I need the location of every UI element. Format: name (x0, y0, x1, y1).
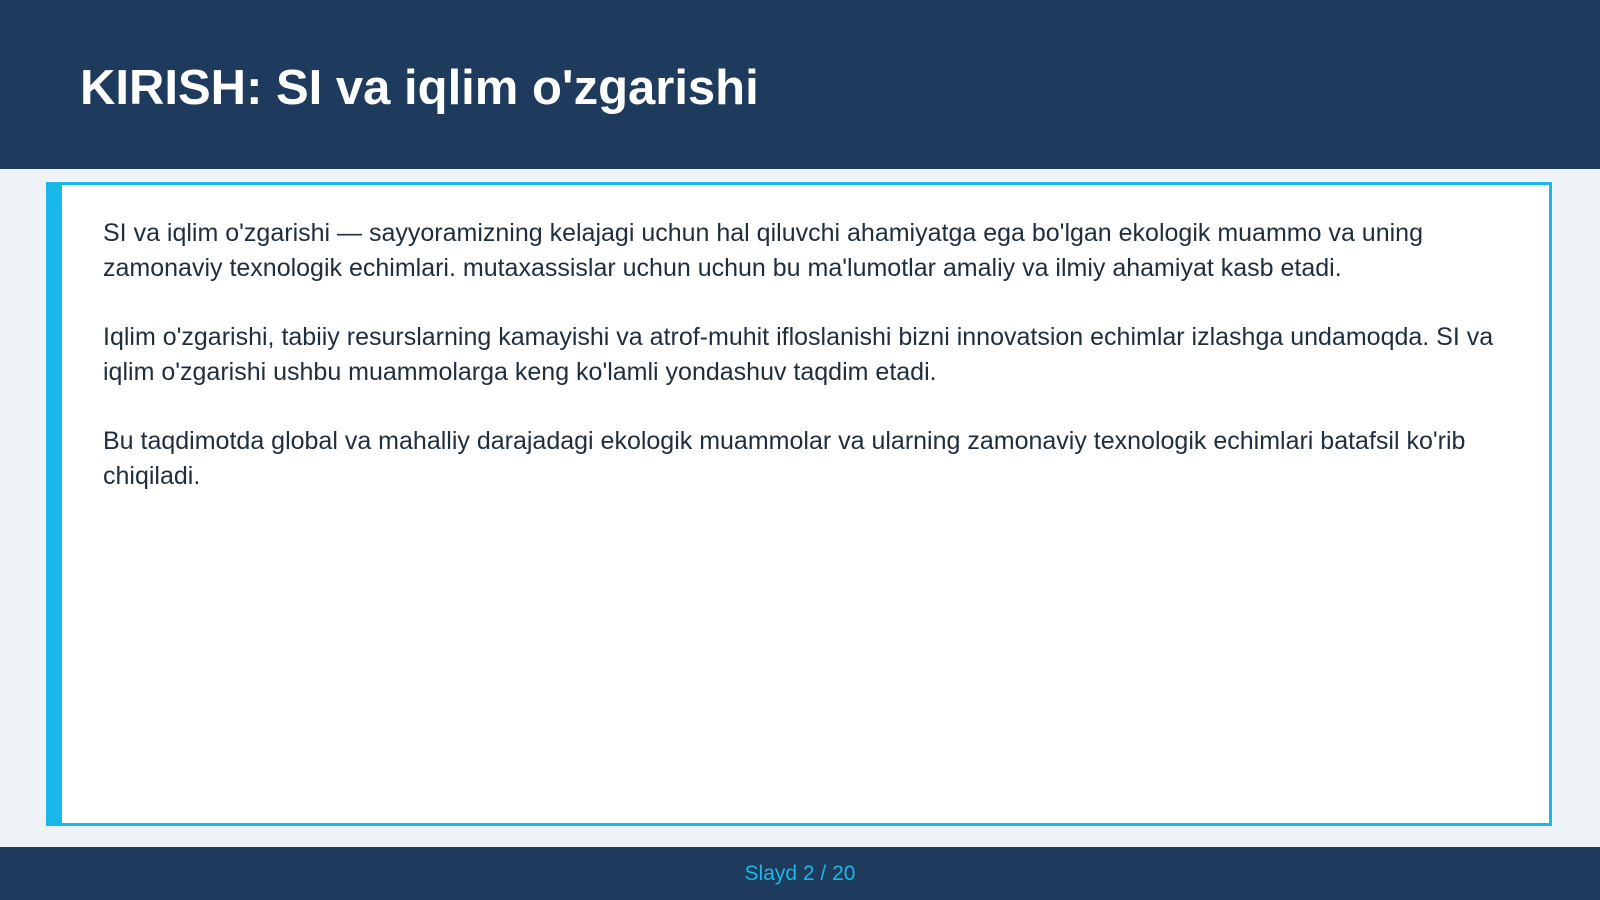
paragraph-problems: Iqlim o'zgarishi, tabiiy resurslarning kamayishi va atrof-muhit ifloslanishi bizni innovatsion echimlar izlashga undamoqda. SI va iqlim o'zgarishi ushbu muammolarga keng ko'lamli yondashuv taqdim etadi. (103, 323, 1494, 386)
content-card (46, 182, 1552, 826)
paragraph-intro: SI va iqlim o'zgarishi — sayyoramizning kelajagi uchun hal qiluvchi ahamiyatga ega bo'lgan ekologik muammo va uning zamonaviy texnologik echimlari. mutaxassislar uchun uchun bu ma'lumotlar amaliy va ilmiy ahamiyat kasb etadi. (103, 219, 1423, 282)
slide-footer (0, 847, 1600, 900)
paragraph-overview: Bu taqdimotda global va mahalliy darajadagi ekologik muammolar va ularning zamonaviy texnologik echimlari batafsil ko'rib chiqiladi. (103, 427, 1466, 490)
slide-header (0, 0, 1600, 169)
slide-counter: Slayd 2 / 20 (744, 862, 856, 885)
slide-title: KIRISH: SI va iqlim o'zgarishi (80, 61, 759, 115)
content-text (103, 216, 1513, 528)
